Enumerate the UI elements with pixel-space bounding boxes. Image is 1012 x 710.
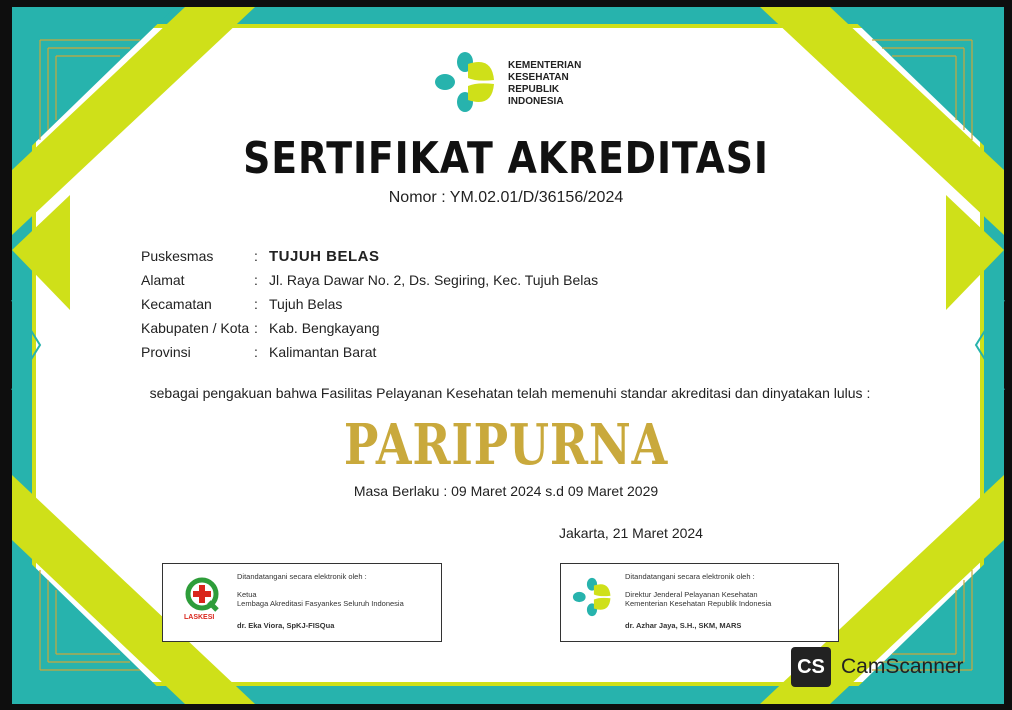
field-value: Kab. Bengkayang (269, 320, 380, 336)
field-value: TUJUH BELAS (269, 247, 380, 265)
field-separator: : (254, 272, 258, 288)
camscanner-logo-icon: CS (791, 647, 831, 687)
field-row-alamat (141, 268, 598, 292)
laskesi-logo-icon (183, 576, 221, 614)
accreditation-grade: PARIPURNA (343, 412, 669, 478)
field-value: Tujuh Belas (269, 296, 343, 312)
signature-box-dirjen (560, 563, 839, 642)
field-separator: : (254, 320, 258, 336)
signature-header: Ditandatangani secara elektronik oleh : (625, 572, 755, 581)
laskesi-logo-text: LASKESI (184, 614, 215, 621)
signature-role: Direktur Jenderal Pelayanan Kesehatan (625, 590, 758, 599)
field-row-puskesmas (141, 244, 598, 268)
signature-organization: Kementerian Kesehatan Republik Indonesia (625, 599, 772, 608)
certificate-title: SERTIFIKAT AKREDITASI (243, 133, 769, 184)
camscanner-text: CamScanner (841, 655, 964, 678)
field-row-kecamatan (141, 292, 598, 316)
field-row-kabupaten (141, 316, 598, 340)
field-label: Provinsi (141, 344, 191, 360)
field-label: Puskesmas (141, 248, 214, 264)
ministry-name: KEMENTERIAN KESEHATAN REPUBLIK INDONESIA (508, 60, 582, 107)
accreditation-statement: sebagai pengakuan bahwa Fasilitas Pelayanan Kesehatan telah memenuhi standar akreditasi dan dinyatakan lulus : (149, 385, 871, 401)
signature-box-laskesi (162, 563, 442, 642)
signatory-name: dr. Azhar Jaya, S.H., SKM, MARS (625, 621, 742, 630)
facility-details (141, 244, 598, 364)
field-value: Kalimantan Barat (269, 344, 377, 360)
signature-organization: Lembaga Akreditasi Fasyankes Seluruh Indonesia (237, 599, 404, 608)
field-label: Alamat (141, 272, 185, 288)
field-separator: : (254, 296, 258, 312)
signature-role: Ketua (237, 590, 257, 599)
ministry-logo-small-icon (571, 576, 613, 618)
signatory-name: dr. Eka Viora, SpKJ-FISQua (237, 621, 335, 630)
signature-header: Ditandatangani secara elektronik oleh : (237, 572, 367, 581)
field-row-provinsi (141, 340, 598, 364)
field-label: Kecamatan (141, 296, 212, 312)
certificate-number: Nomor : YM.02.01/D/36156/2024 (388, 189, 624, 206)
field-separator: : (254, 248, 258, 264)
field-separator: : (254, 344, 258, 360)
field-label: Kabupaten / Kota (141, 320, 250, 336)
validity-period: Masa Berlaku : 09 Maret 2024 s.d 09 Maret 2029 (353, 483, 659, 499)
place-date: Jakarta, 21 Maret 2024 (559, 525, 703, 541)
camscanner-watermark (791, 647, 964, 687)
field-value: Jl. Raya Dawar No. 2, Ds. Segiring, Kec. Tujuh Belas (269, 272, 599, 288)
ministry-logo-icon (432, 50, 498, 114)
